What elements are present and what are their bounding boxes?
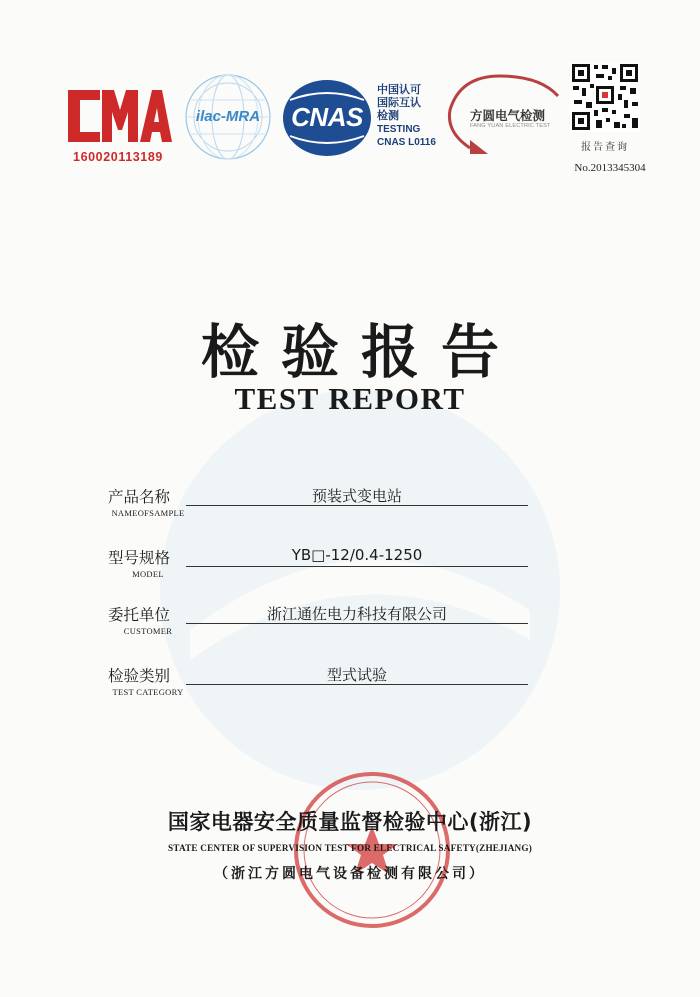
background-watermark [150,380,570,800]
issuing-organization-zh: 国家电器安全质量监督检验中心(浙江) [167,810,533,834]
field-underline [186,684,528,685]
field-label-en: TEST CATEGORY [112,687,184,697]
fangyuan-name-zh: 方圆电气检测 [470,109,546,123]
field-underline [186,566,528,567]
field-label-en: NAMEOFSAMPLE [111,508,185,518]
field-label-zh: 型号规格 [108,549,171,567]
field-label-zh: 委托单位 [108,606,171,624]
field-underline [186,623,528,624]
cma-mark-icon [62,86,174,148]
qr-code-icon[interactable] [570,62,640,132]
field-model [108,546,538,586]
field-value: 预装式变电站 [311,487,402,505]
report-title-zh: 检验报告 [200,318,521,386]
issuing-organization-en: STATE CENTER OF SUPERVISION TEST FOR ELECTRICAL SAFETY(ZHEJIANG) [168,843,532,853]
report-title-en: TEST REPORT [234,381,466,416]
cnas-caption-en-1: TESTING [377,124,421,135]
field-test-category [108,664,538,704]
cma-number: 160020113189 [73,150,163,164]
ilac-mra-text: ilac-MRA [195,108,261,125]
field-value: 型式试验 [326,666,387,684]
cnas-caption-zh-2: 国际互认 [377,97,421,109]
field-label-zh: 产品名称 [108,488,171,506]
cnas-caption-en-2: CNAS L0116 [377,137,436,148]
issuing-organization-company: （浙江方圆电气设备检测有限公司） [214,866,486,882]
field-underline [186,505,528,506]
cnas-caption-zh-1: 中国认可 [377,84,421,96]
field-label-en: MODEL [132,569,164,579]
field-sample-name [108,485,538,525]
field-label-zh: 检验类别 [108,667,171,685]
fangyuan-logo [440,70,570,160]
ilac-mra-logo [183,72,273,162]
cma-logo [62,86,174,166]
field-customer [108,603,538,643]
fangyuan-name-en: FANG YUAN ELECTRIC TEST [470,123,551,129]
cnas-text: CNAS [291,102,363,132]
field-value: 浙江通佐电力科技有限公司 [266,605,447,623]
field-value: YB□-12/0.4-1250 [291,546,423,564]
cnas-caption-zh-3: 检测 [377,110,399,122]
field-label-en: CUSTOMER [123,626,173,636]
report-number: No.2013345304 [574,162,646,174]
qr-label: 报告查询 [581,142,629,153]
cnas-logo [282,78,372,158]
